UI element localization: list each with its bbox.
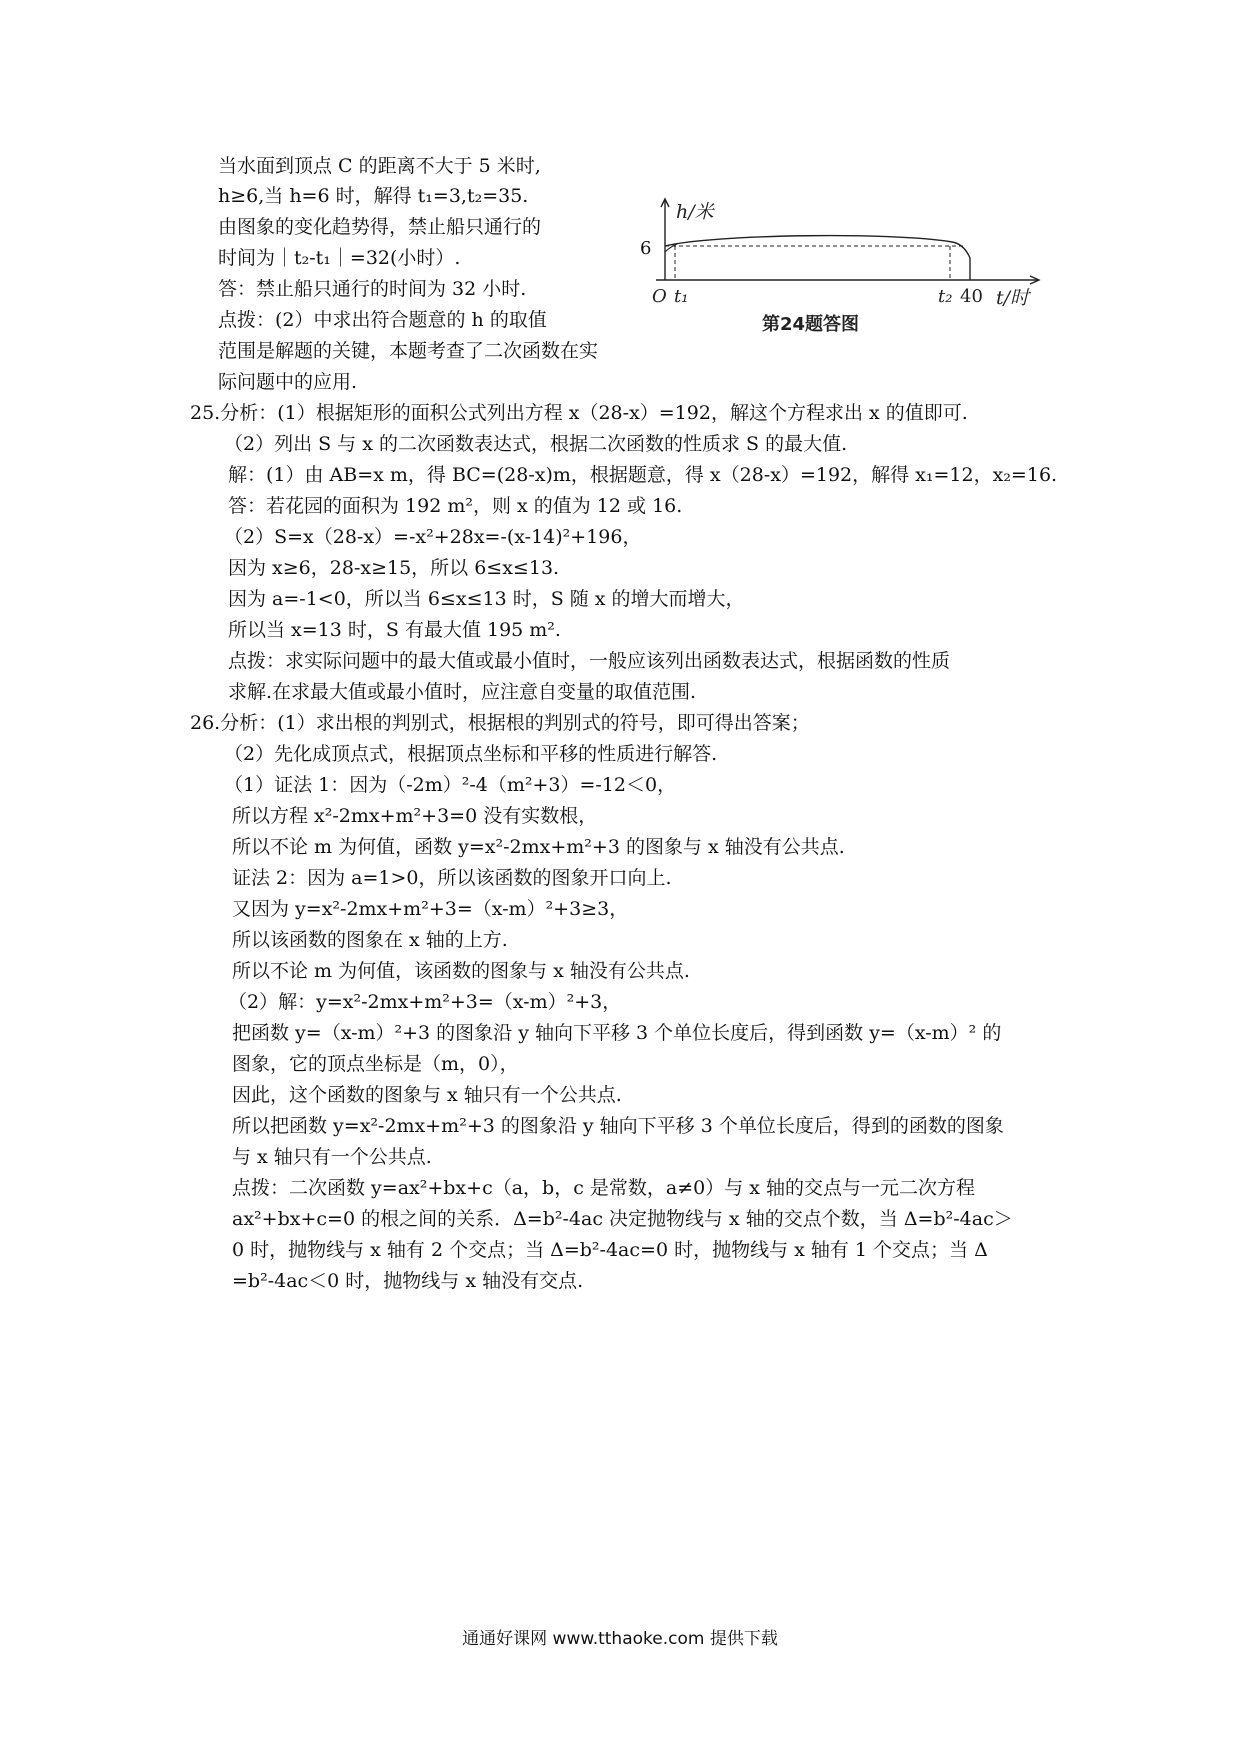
text-line: 因为 a=-1<0，所以当 6≤x≤13 时，S 随 x 的增大而增大，: [228, 588, 745, 610]
text-line: 解：(1）由 AB=x m，得 BC=(28-x)m，根据题意，得 x（28-x）=192，解得 x₁=12，x₂=16.: [228, 464, 1058, 486]
text-line: （2）解：y=x²-2mx+m²+3=（x-m）²+3，: [228, 991, 622, 1013]
text-line: 所以不论 m 为何值，该函数的图象与 x 轴没有公共点.: [232, 960, 690, 982]
text-line: =b²-4ac＜0 时，抛物线与 x 轴没有交点.: [232, 1270, 584, 1292]
text-line: 当水面到顶点 C 的距离不大于 5 米时,: [218, 155, 541, 177]
text-line: 求解.在求最大值或最小值时，应注意自变量的取值范围.: [228, 681, 697, 703]
origin-label: O: [652, 286, 667, 307]
height-curve: [665, 236, 970, 280]
text-line: 点拨：求实际问题中的最大值或最小值时，一般应该列出函数表达式，根据函数的性质: [228, 650, 951, 672]
answer-figure-24: [654, 194, 1054, 334]
text-line: h≥6,当 h=6 时，解得 t₁=3,t₂=35.: [218, 185, 529, 207]
text-line: 与 x 轴只有一个公共点.: [232, 1146, 432, 1168]
text-line: 范围是解题的关键，本题考查了二次函数在实: [218, 340, 599, 362]
text-line: 时间为｜t₂-t₁｜=32(小时）.: [218, 247, 461, 269]
text-line: 因此，这个函数的图象与 x 轴只有一个公共点.: [232, 1084, 622, 1106]
x-tick-40: 40: [960, 286, 983, 307]
text-line: （2）S=x（28-x）=-x²+28x=-(x-14)²+196，: [224, 526, 642, 548]
text-line: 答：禁止船只通行的时间为 32 小时.: [218, 278, 527, 300]
text-line: 把函数 y=（x-m）²+3 的图象沿 y 轴向下平移 3 个单位长度后，得到函数 y=（x-m）² 的: [232, 1022, 1002, 1044]
text-line: 证法 2：因为 a=1>0，所以该函数的图象开口向上.: [232, 867, 672, 889]
text-line: ax²+bx+c=0 的根之间的关系．Δ=b²-4ac 决定抛物线与 x 轴的交点个数，当 Δ=b²-4ac＞: [232, 1208, 1013, 1230]
text-line: 际问题中的应用.: [218, 371, 358, 393]
text-line: 所以当 x=13 时，S 有最大值 195 m².: [228, 619, 561, 641]
text-line: 所以方程 x²-2mx+m²+3=0 没有实数根，: [232, 805, 598, 827]
t2-tick-label: t₂: [938, 286, 953, 307]
text-line: 答：若花园的面积为 192 m²，则 x 的值为 12 或 16.: [228, 495, 683, 517]
text-line: 0 时，抛物线与 x 轴有 2 个交点；当 Δ=b²-4ac=0 时，抛物线与 x 轴有 1 个交点；当 Δ: [232, 1239, 988, 1261]
text-line: 因为 x≥6，28-x≥15，所以 6≤x≤13.: [228, 557, 560, 579]
text-line: 又因为 y=x²-2mx+m²+3=（x-m）²+3≥3，: [232, 898, 629, 920]
footer: 通通好课网 www.tthaoke.com 提供下载: [462, 1629, 778, 1649]
text-line: （2）列出 S 与 x 的二次函数表达式，根据二次函数的性质求 S 的最大值.: [224, 433, 848, 455]
text-line: （2）先化成顶点式，根据顶点坐标和平移的性质进行解答.: [224, 743, 718, 765]
t1-tick-label: t₁: [674, 286, 689, 307]
text-line: 所以把函数 y=x²-2mx+m²+3 的图象沿 y 轴向下平移 3 个单位长度后，得到的函数的图象: [232, 1115, 1004, 1137]
text-line: 由图象的变化趋势得，禁止船只通行的: [218, 216, 542, 238]
y-tick-6: 6: [640, 238, 652, 259]
x-axis-label: t/时: [996, 287, 1030, 309]
text-line: 所以不论 m 为何值，函数 y=x²-2mx+m²+3 的图象与 x 轴没有公共点.: [232, 836, 845, 858]
text-line: 所以该函数的图象在 x 轴的上方.: [232, 929, 508, 951]
text-line: 点拨：二次函数 y=ax²+bx+c（a，b，c 是常数，a≠0）与 x 轴的交点与一元二次方程: [232, 1177, 976, 1199]
text-line: 26.分析：(1）求出根的判别式，根据根的判别式的符号，即可得出答案；: [190, 712, 810, 734]
text-line: （1）证法 1：因为（-2m）²-4（m²+3）=-12＜0，: [224, 774, 677, 796]
y-axis-label: h/米: [676, 201, 714, 223]
text-line: 25.分析：(1）根据矩形的面积公式列出方程 x（28-x）=192，解这个方程求出 x 的值即可.: [190, 402, 968, 424]
text-line: 图象，它的顶点坐标是（m，0），: [232, 1053, 519, 1075]
text-line: 点拨：(2）中求出符合题意的 h 的取值: [218, 309, 547, 331]
figure-caption: 第24题答图: [762, 314, 860, 335]
